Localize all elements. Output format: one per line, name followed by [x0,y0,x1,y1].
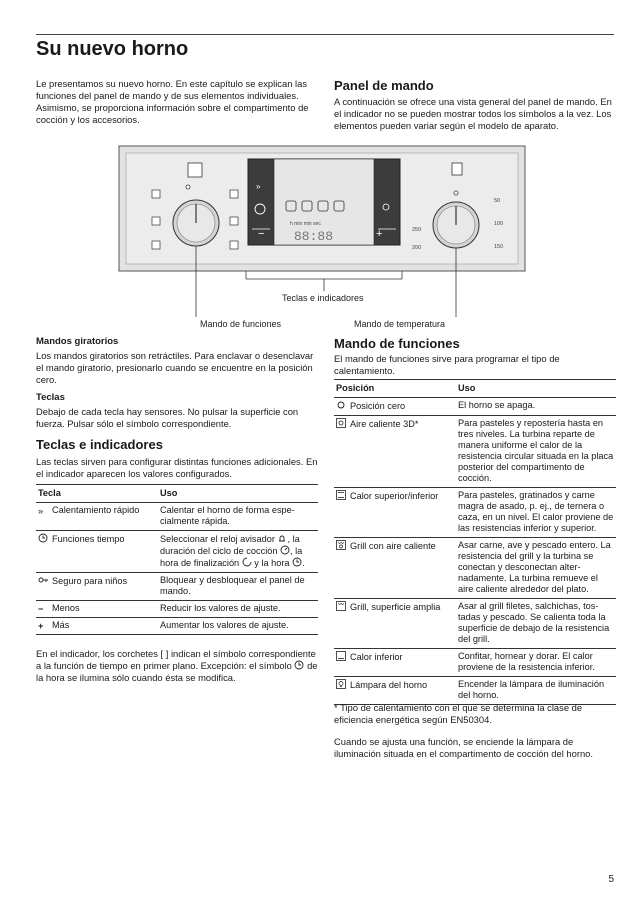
duration-icon [280,545,290,555]
intro-text: Le presentamos su nuevo horno. En este capítulo se explican las funciones del panel de mando y de sus elementos individuales. Asimismo, se proporciona información sobre el compartimento de cocción y los accesorios. [36,78,309,125]
diagram-label-temp-knob: Mando de temperatura [354,319,446,329]
closing-text: Cuando se ajusta una función, se enciende la lámpara de iluminación situada en el compartimento de cocción del horno. [334,736,594,759]
svg-text:»: » [256,182,261,191]
top-bottom-symbol-icon [152,217,160,225]
key-label: Seguro para niños [52,576,128,586]
end-time-icon [242,557,252,567]
oven-lamp-indicator-icon [188,163,202,177]
panel-text: A continuación se ofrece una vista general del panel de mando. En el indicador no se pueden mostrar todos los símbolos a la vez. Los elementos pueden variar según el modelo de aparato. [334,96,612,131]
table-row [36,601,318,618]
plus-icon: + [38,621,44,631]
temp-scale-50: 50 [494,198,501,204]
fast-heat-icon: » [38,506,44,516]
table-row [36,573,318,601]
keys-col-use: Uso [158,485,318,503]
page-number: 5 [608,874,614,885]
asterisk-note: * Tipo de calentamiento con el que se determina la clase de eficiencia energética según EN50304. [334,702,583,725]
display-units: h min min sec [290,221,321,227]
page-title: Su nuevo horno [36,38,189,60]
lamp-icon [336,679,346,689]
diagram-label-keys: Teclas e indicadores [282,293,364,303]
clock-icon [294,660,304,670]
temp-scale-150: 150 [494,244,504,250]
keys-col-key: Tecla [36,485,158,503]
table-row: Posición cero El horno se apaga. [334,398,616,416]
minus-icon: − [38,604,44,614]
thermometer-icon [452,163,462,175]
bottom-heat-icon [336,651,346,661]
key-use: Reducir los valores de ajuste. [158,601,318,618]
display-minus-key: − [258,228,265,240]
keys-indicators-heading: Teclas e indicadores [36,437,163,452]
zero-icon [336,400,346,410]
key-label: Calentamiento rápido [52,505,140,515]
temp-scale-250: 250 [412,227,422,233]
temp-scale-200: 200 [412,245,422,251]
grill-large-icon [336,601,346,611]
key-use: Seleccionar el reloj avisador , la duración del ciclo de cocción , la hora de finalización y la hora . [158,531,318,573]
table-row: Calor inferior Confitar, hornear y dorar. El calor proviene de la resistencia inferior. [334,649,616,677]
display-digits: 88:88 [294,229,334,244]
table-row: Grill con aire caliente Asar carne, ave y pescado entero. La resistencia del grill y la turbina se conectan y desconectan alternadamente. La turbina remueve el aire caliente alrededor del plato. [334,538,616,599]
table-row: Lámpara del horno Encender la lámpara de iluminación del horno. [334,677,616,705]
key-use: Bloquear y desbloquear el panel de mando. [158,573,318,601]
table-row [36,618,318,635]
table-row [36,503,318,531]
display-plus-key: + [376,228,383,240]
keys-indicators-text: Las teclas sirven para configurar distintas funciones adicionales. En el indicador aparecen los valores configurados. [36,456,318,479]
clock-icon [38,533,48,543]
temp-scale-100: 100 [494,221,504,227]
top-bottom-heat-icon [336,490,346,500]
hot-air-icon [336,418,346,428]
keys-heading: Teclas [36,392,65,403]
functions-col-pos: Posición [334,380,456,398]
table-row: Calor superior/inferior Para pasteles, gratinados y carne magra de asado, p. ej., de ternera o caza, en un nivel. El calor proviene de las resistencias inferior y superior. [334,488,616,538]
panel-heading: Panel de mando [334,78,434,93]
key-icon [38,575,48,585]
functions-table [334,379,616,705]
bottom-heat-symbol-icon [230,217,238,225]
diagram-label-function-knob: Mando de funciones [200,319,282,329]
key-label: Menos [52,603,80,613]
key-label: Más [52,620,70,630]
keys-table [36,484,318,635]
bell-icon [277,533,287,543]
function-knob-heading: Mando de funciones [334,336,460,351]
key-use: Aumentar los valores de ajuste. [158,618,318,635]
function-knob-text: El mando de funciones sirve para programar el tipo de calentamiento. [334,353,560,376]
knobs-heading: Mandos giratorios [36,336,119,347]
table-row: Grill, superficie amplia Asar al grill filetes, salchichas, tostadas y pescado. Se calienta toda la superficie de debajo de la resistencia del grill. [334,599,616,649]
functions-col-use: Uso [456,380,616,398]
table-row [36,531,318,573]
time-of-day-icon [292,557,302,567]
key-use: Calentar el horno de forma especialmente rápida. [158,503,318,531]
control-panel-diagram [118,145,528,335]
key-label: Funciones tiempo [52,534,125,544]
grill-symbol-icon [230,190,238,198]
knobs-text: Los mandos giratorios son retráctiles. Para enclavar o desenclavar el mando giratorio, presionarlo cuando se encuentre en la posición cero. [36,350,314,385]
hot-air-symbol-icon [152,190,160,198]
keys-text: Debajo de cada tecla hay sensores. No pulsar la superficie con fuerza. Pulsar sólo el símbolo correspondiente. [36,406,299,429]
grill-fan-icon [336,540,346,550]
top-rule [36,34,614,35]
lamp-symbol-icon [230,241,238,249]
keys-footnote: En el indicador, los corchetes [ ] indican el símbolo correspondiente a la función de tiempo en primer plano. Excepción: el símbolo de la hora se ilumina sólo cuando ésta se modifica. [36,648,318,683]
grill-fan-symbol-icon [152,241,160,249]
table-row: Aire caliente 3D* Para pasteles y repostería hasta en tres niveles. La turbina reparte de manera uniforme el calor de la resistencia circular situada en la placa posterior del compartimento de cocción. [334,416,616,488]
